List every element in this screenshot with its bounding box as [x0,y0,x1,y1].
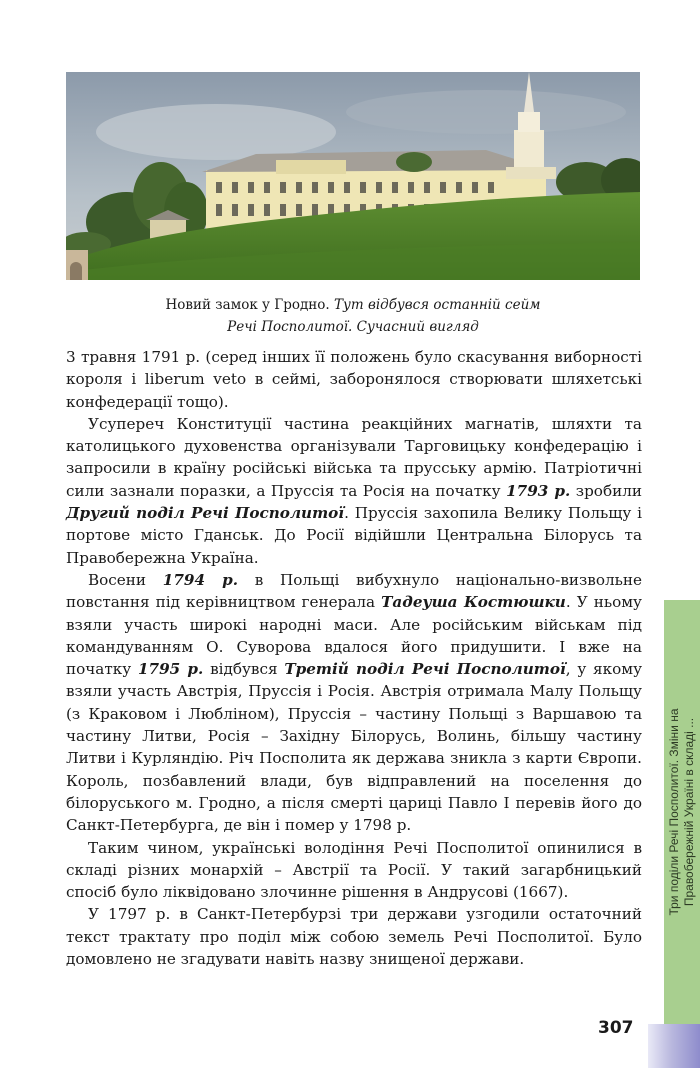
p3-third-partition: Третій поділ Речі Посполитої [284,660,566,679]
side-tab-line-2: Правобережній Україні в складі ... [682,717,696,907]
page-corner-bar [648,1024,700,1068]
p2-text-e: . Пруссія захопила Велику Польщу і портове місто Гданськ. До Росії відійшли Центральна Білорусь та Правобережна Україна. [66,504,642,567]
paragraph-2 [66,413,642,569]
photo-caption [66,294,640,338]
p3-text-e: . У ньому взяли участь широкі народні маси. Але російським військам під командуванням О. Суворова вдалося його придушити. І вже на початку [66,593,642,679]
caption-line-1 [66,294,640,316]
paragraph-3 [66,569,642,837]
p3-text-a: Восени [88,570,163,589]
p3-kosciuszko: Тадеуша Костюшки [381,593,566,612]
p2-second-partition: Другий поділ Речі Посполитої [66,504,345,523]
paragraph-1: 3 травня 1791 р. (серед інших її положень було скасування виборності короля і liberum veto в сеймі, заборонялося створювати шляхетські конфедерації тощо). [66,348,642,411]
paragraph-5: У 1797 р. в Санкт-Петербурзі три держави узгодили остаточний текст трактату про поділ між собою земель Речі Посполитої. Було домовлено не згадувати навіть назву знищеної держави. [66,905,642,969]
chapter-side-tab-text [667,602,697,1022]
body-text [66,346,642,970]
page-number: 307 [598,1018,634,1038]
p3-year-1795: 1795 р. [137,660,204,679]
side-tab-line-1: Три поділи Речі Посполитої. Зміни на [667,708,681,916]
caption-line-2 [66,316,640,338]
p2-text-a: Усупереч Конституції частина реакційних магнатів, шляхти та католицького духовенства організували Тарговицьку конфедерацію і запросили в країну російські війська та прусську армію. Патріотичні сили зазнали поразки, а Пруссія та Росія на початку [66,414,642,500]
paragraph-4: Таким чином, українські володіння Речі Посполитої опинилися в складі різних монархій – Австрії та Росії. У такий загарбницький спосіб було ліквідовано злочинне рішення в Андрусові (1667). [66,838,642,902]
p2-text-c: зробили [570,481,642,500]
p3-text-g: відбувся [203,660,285,679]
caption-plain: Новий замок у Гродно. [165,297,335,313]
castle-photo [66,72,640,280]
caption-italic-1: Тут відбувся останній сейм [334,297,541,313]
caption-italic-2: Речі Посполитої. Сучасний вигляд [227,319,479,335]
p3-text-c: в Польщі вибухнуло національно-визвольне повстання під керівництвом генерала [66,570,642,612]
p3-text-i: , у якому взяли участь Австрія, Пруссія і Росія. Австрія отримала Малу Польщу (з Краковом і Любліном), Пруссія – частину Польщі з Варшавою та частину Литви, Росія – Західну Білорусь, Волинь, більшу частину Литви і Курляндію. Річ Посполита як держава зникла з карти Європи. Король, позбавлений влади, був відправлений на поселення до білоруського м. Гродно, а після смерті цариці Павло І перевів його до Санкт-Петербурга, де він і помер у 1798 р. [66,660,643,835]
p3-year-1794: 1794 р. [162,570,239,589]
p2-year-1793: 1793 р. [506,481,571,500]
